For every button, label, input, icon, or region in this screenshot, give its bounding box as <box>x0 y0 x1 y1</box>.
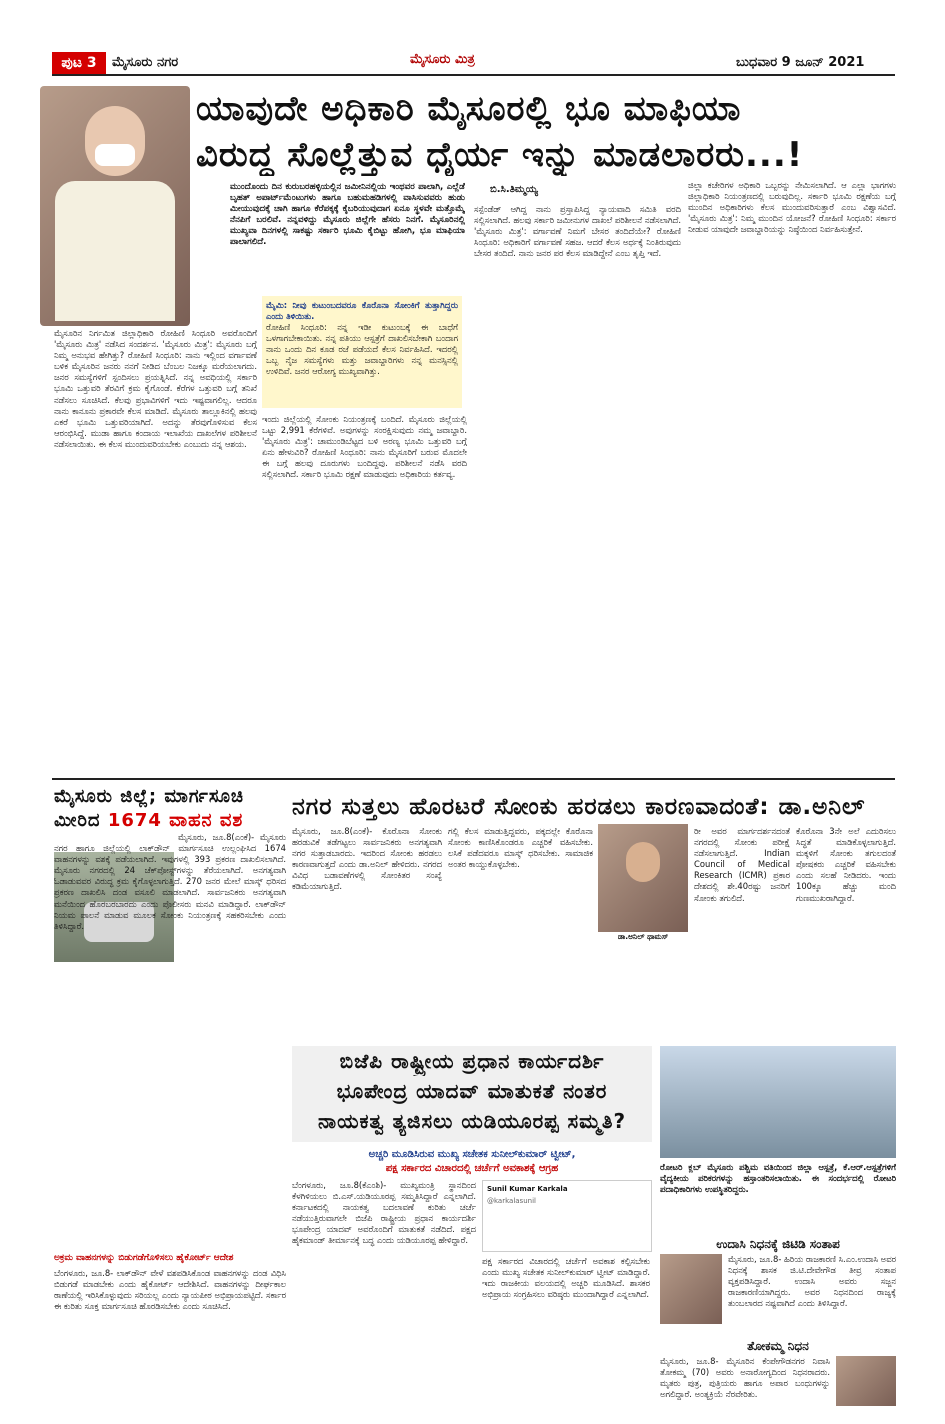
story7-body: ಮೈಸೂರು, ಜೂ.8- ಮೈಸೂರಿನ ಕೆಂಪೇಗೌಡನಗರ ನಿವಾಸಿ ತೋಕಮ್ಮ (70) ಅವರು ಅನಾರೋಗ್ಯದಿಂದ ನಿಧನರಾದರು. ಮೃತರು ಪುತ್ರ, ಪುತ್ರಿಯರು ಹಾಗೂ ಅಪಾರ ಬಂಧುಗಳನ್ನು ಅಗಲಿದ್ದಾರೆ. ಅಂತ್ಯಕ್ರಿಯೆ ನೆರವೇರಿತು. <box>660 1356 830 1400</box>
story6-body: ಮೈಸೂರು, ಜೂ.8- ಹಿರಿಯ ರಾಜಕಾರಣಿ ಸಿ.ಎಂ.ಉದಾಸಿ ಅವರ ನಿಧನಕ್ಕೆ ಶಾಸಕ ಜಿ.ಟಿ.ದೇವೇಗೌಡ ತೀವ್ರ ಸಂತಾಪ ವ್ಯಕ್ತಪಡಿಸಿದ್ದಾರೆ. ಉದಾಸಿ ಅವರು ಸಜ್ಜನ ರಾಜಕಾರಣಿಯಾಗಿದ್ದರು. ಅವರ ನಿಧನದಿಂದ ರಾಜ್ಯಕ್ಕೆ ತುಂಬಲಾರದ ನಷ್ಟವಾಗಿದೆ ಎಂದು ತಿಳಿಸಿದ್ದಾರೆ. <box>728 1254 896 1309</box>
story4-tweet-card <box>482 1180 652 1252</box>
story4-sub-line2: ಪಕ್ಷ ಸರ್ಕಾರದ ವಿಚಾರದಲ್ಲಿ ಚರ್ಚೆಗೆ ಅವಕಾಶಕ್ಕೆ ಆಗ್ರಹ <box>385 1163 559 1174</box>
lead-column-1: ಮೈಸೂರಿನ ನಿರ್ಗಮಿತ ಜಿಲ್ಲಾಧಿಕಾರಿ ರೋಹಿಣಿ ಸಿಂಧೂರಿ ಅವರೊಂದಿಗೆ 'ಮೈಸೂರು ಮಿತ್ರ' ನಡೆಸಿದ ಸಂದರ್ಶನ. 'ಮೈಸೂರು ಮಿತ್ರ': ಮೈಸೂರು ಬಗ್ಗೆ ನಿಮ್ಮ ಅನುಭವ ಹೇಗಿತ್ತು? ರೋಹಿಣಿ ಸಿಂಧೂರಿ: ನಾನು ಇಲ್ಲಿಂದ ವರ್ಗಾವಣೆ ಬಳಿಕ ಮೈಸೂರಿನ ಜನರು ನನಗೆ ನೀಡಿದ ಬೆಂಬಲ ನಿಜಕ್ಕೂ ಮರೆಯಲಾಗದು. ಜನರ ಸಮಸ್ಯೆಗಳಿಗೆ ಸ್ಪಂದಿಸಲು ಪ್ರಯತ್ನಿಸಿದೆ. ನನ್ನ ಅವಧಿಯಲ್ಲಿ ಸರ್ಕಾರಿ ಭೂಮಿ ಒತ್ತುವರಿ ತೆರವಿಗೆ ಕ್ರಮ ಕೈಗೊಂಡೆ. ಕೆರೆಗಳ ಒತ್ತುವರಿ ಬಗ್ಗೆ ತನಿಖೆ ನಡೆಸಲು ಸೂಚಿಸಿದೆ. ಕೆಲವು ಪ್ರಭಾವಿಗಳಿಗೆ ಇದು ಇಷ್ಟವಾಗಲಿಲ್ಲ. ಆದರೂ ನಾನು ಕಾನೂನು ಪ್ರಕಾರವೇ ಕೆಲಸ ಮಾಡಿದೆ. ಮೈಸೂರು ತಾಲ್ಲೂಕಿನಲ್ಲಿ ಹಲವು ಎಕರೆ ಭೂಮಿ ಒತ್ತುವರಿಯಾಗಿದೆ. ಅದನ್ನು ತೆರವುಗೊಳಿಸುವ ಕೆಲಸ ಆರಂಭಿಸಿದ್ದೆ. ಮುಡಾ ಹಾಗೂ ಕಂದಾಯ ಇಲಾಖೆಯ ದಾಖಲೆಗಳ ಪರಿಶೀಲನೆ ನಡೆಸಲಾಯಿತು. ಈ ಕೆಲಸ ಮುಂದುವರಿಯಬೇಕು ಎಂಬುದು ನನ್ನ ಆಶಯ. <box>54 328 257 449</box>
story4-headline-line3: ನಾಯಕತ್ವ ತ್ಯಜಿಸಲು ಯಡಿಯೂರಪ್ಪ ಸಮ್ಮತಿ? <box>317 1109 627 1133</box>
story3-photo-caption: ಡಾ.ಅನಿಲ್ ಥಾಮಸ್ <box>617 932 669 941</box>
lead-byline: ಬಿ.ಸಿ.ತಿಮ್ಮಯ್ಯ <box>490 184 538 195</box>
story6-headline: ಉದಾಸಿ ನಿಧನಕ್ಕೆ ಜಿಟಿಡಿ ಸಂತಾಪ <box>716 1237 840 1251</box>
story4-headline-line1: ಬಿಜೆಪಿ ರಾಷ್ಟ್ರೀಯ ಪ್ರಧಾನ ಕಾರ್ಯದರ್ಶಿ <box>339 1049 605 1073</box>
story2-headline-line2-text: ಮೀರಿದ <box>54 810 101 831</box>
story2-body: ಮೈಸೂರು, ಜೂ.8(ಎಂಕೆ)- ಮೈಸೂರು ನಗರ ಹಾಗೂ ಜಿಲ್ಲೆಯಲ್ಲಿ ಲಾಕ್‌ಡೌನ್ ಮಾರ್ಗಸೂಚಿ ಉಲ್ಲಂಘಿಸಿದ 1674 ವಾಹನಗಳನ್ನು ವಶಕ್ಕೆ ಪಡೆಯಲಾಗಿದೆ. ಇವುಗಳಲ್ಲಿ 393 ಪ್ರಕರಣ ದಾಖಲಿಸಲಾಗಿದೆ. ಮೈಸೂರು ನಗರದಲ್ಲಿ 24 ಚೆಕ್‌ಪೋಸ್ಟ್‌ಗಳನ್ನು ತೆರೆಯಲಾಗಿದೆ. ಅನಗತ್ಯವಾಗಿ ಓಡಾಡುವವರ ವಿರುದ್ಧ ಕ್ರಮ ಕೈಗೊಳ್ಳಲಾಗುತ್ತಿದೆ. 270 ಜನರ ಮೇಲೆ ಮಾಸ್ಕ್ ಧರಿಸದ ಪ್ರಕರಣ ದಾಖಲಿಸಿ ದಂಡ ವಸೂಲಿ ಮಾಡಲಾಗಿದೆ. ಸಾರ್ವಜನಿಕರು ಅನಗತ್ಯವಾಗಿ ಮನೆಯಿಂದ ಹೊರಬರಬಾರದು ಎಂದು ಪೊಲೀಸರು ಮನವಿ ಮಾಡಿದ್ದಾರೆ. ಲಾಕ್‌ಡೌನ್ ನಿಯಮ ಪಾಲನೆ ಮಾಡುವ ಮೂಲಕ ಸೋಂಕು ನಿಯಂತ್ರಣಕ್ಕೆ ಸಹಕರಿಸಬೇಕು ಎಂದು ತಿಳಿಸಿದ್ದಾರೆ. <box>54 832 286 931</box>
lead-headline-line1: ಯಾವುದೇ ಅಧಿಕಾರಿ ಮೈಸೂರಲ್ಲಿ ಭೂ ಮಾಫಿಯಾ <box>196 89 742 129</box>
tweet-name: Sunil Kumar Karkala <box>487 1185 568 1193</box>
story4-headline-line2: ಭೂಪೇಂದ್ರ ಯಾದವ್ ಮಾತುಕತೆ ನಂತರ <box>336 1079 608 1103</box>
section-rule <box>52 778 895 780</box>
story2-subhead: ಅಕ್ರಮ ವಾಹನಗಳನ್ನು ಬಿಡುಗಡೆಗೊಳಿಸಲು ಹೈಕೋರ್ಟ್ ಆದೇಶ <box>54 1253 234 1263</box>
story7-photo <box>836 1356 896 1406</box>
lead-headline-line2: ವಿರುದ್ಧ ಸೊಲ್ಲೆತ್ತುವ ಧೈರ್ಯ ಇನ್ನು ಮಾಡಲಾರರು...! <box>196 135 804 175</box>
lead-column-2: ಇಂದು ಜಿಲ್ಲೆಯಲ್ಲಿ ಸೋಂಕು ನಿಯಂತ್ರಣಕ್ಕೆ ಬಂದಿದೆ. ಮೈಸೂರು ಜಿಲ್ಲೆಯಲ್ಲಿ ಒಟ್ಟು 2,991 ಕೆರೆಗಳಿವೆ. ಅವುಗಳನ್ನು ಸಂರಕ್ಷಿಸುವುದು ನಮ್ಮ ಜವಾಬ್ದಾರಿ. 'ಮೈಸೂರು ಮಿತ್ರ': ಚಾಮುಂಡಿಬೆಟ್ಟದ ಬಳಿ ಅರಣ್ಯ ಭೂಮಿ ಒತ್ತುವರಿ ಬಗ್ಗೆ ಏನು ಹೇಳುವಿರಿ? ರೋಹಿಣಿ ಸಿಂಧೂರಿ: ನಾನು ಮೈಸೂರಿಗೆ ಬರುವ ಮೊದಲೇ ಈ ಬಗ್ಗೆ ಹಲವು ದೂರುಗಳು ಬಂದಿದ್ದವು. ಪರಿಶೀಲನೆ ನಡೆಸಿ ವರದಿ ಸಲ್ಲಿಸಲಾಗಿದೆ. ಸರ್ಕಾರಿ ಭೂಮಿ ರಕ್ಷಣೆ ಮಾಡುವುದು ಅಧಿಕಾರಿಯ ಕರ್ತವ್ಯ. <box>262 414 467 480</box>
story3-column-4: ಕೊರೊನಾ 3ನೇ ಅಲೆ ಎದುರಿಸಲು ಸಿದ್ಧತೆ ಮಾಡಿಕೊಳ್ಳಲಾಗುತ್ತಿದೆ. ಮಕ್ಕಳಿಗೆ ಸೋಂಕು ತಗುಲದಂತೆ ಪೋಷಕರು ಎಚ್ಚರಿಕೆ ವಹಿಸಬೇಕು ಎಂದು ಸಲಹೆ ನೀಡಿದರು. ಇಂದು 100ಕ್ಕೂ ಹೆಚ್ಚು ಮಂದಿ ಗುಣಮುಖರಾಗಿದ್ದಾರೆ. <box>796 826 896 903</box>
story3-headline: ನಗರ ಸುತ್ತಲು ಹೊರಟರೆ ಸೋಂಕು ಹರಡಲು ಕಾರಣವಾದಂತೆ: ಡಾ.ಅನಿಲ್ <box>292 794 866 820</box>
saree-shape <box>55 181 175 321</box>
story5-photo <box>660 1046 896 1158</box>
mask-shape <box>95 144 135 166</box>
page-number-badge: ಪುಟ 3 <box>52 52 106 74</box>
story6-photo <box>660 1254 722 1324</box>
lead-box-question: ಮೈಮಿ: ನೀವು ಕುಟುಂಬದವರೂ ಕೊರೊನಾ ಸೋಂಕಿಗೆ ತುತ್ತಾಗಿದ್ದರು ಎಂದು ತಿಳಿಯಿತು. <box>266 300 458 322</box>
story3-photo <box>598 824 688 932</box>
story4-sub-line1: ಅಚ್ಚರಿ ಮೂಡಿಸಿರುವ ಮುಖ್ಯ ಸಚೇತಕ ಸುನೀಲ್‌ಕುಮಾರ್ ಟ್ವೀಟ್, <box>368 1149 576 1160</box>
story3-column-2: ಗಲ್ಲಿ ಕೆಲಸ ಮಾಡುತ್ತಿದ್ದವರು, ಪಕ್ಕದಲ್ಲೇ ಕೊರೊನಾ ಸೋಂಕು ಕಾಣಿಸಿಕೊಂಡರೂ ಎಚ್ಚರಿಕೆ ವಹಿಸಬೇಕು. ಲಸಿಕೆ ಪಡೆದವರೂ ಮಾಸ್ಕ್ ಧರಿಸಬೇಕು. ಸಾಮಾಜಿಕ ಅಂತರ ಕಾಯ್ದುಕೊಳ್ಳಬೇಕು. <box>448 826 593 870</box>
face-shape-2 <box>626 842 660 882</box>
lead-box-answer: ರೋಹಿಣಿ ಸಿಂಧೂರಿ: ನನ್ನ ಇಡೀ ಕುಟುಂಬಕ್ಕೆ ಈ ಬಾಧೆಗೆ ಒಳಗಾಗಬೇಕಾಯಿತು. ನನ್ನ ಪತಿಯು ಆಸ್ಪತ್ರೆಗೆ ದಾಖಲಿಸಬೇಕಾಗಿ ಬಂದಾಗ ನಾನು ಒಂದು ದಿನ ಕೂಡ ರಜೆ ಪಡೆಯದೆ ಕೆಲಸ ನಿರ್ವಹಿಸಿದೆ. ಇದರಲ್ಲಿ ಒಬ್ಬ ನೈಜ ಸಮಸ್ಯೆಗಳು ಮತ್ತು ಜವಾಬ್ದಾರಿಗಳು ನನ್ನ ಮನಸ್ಸಿನಲ್ಲಿ ಉಳಿದಿವೆ. ಜನರ ಆರೋಗ್ಯ ಮುಖ್ಯವಾಗಿತ್ತು. <box>266 322 458 377</box>
story3-column-3: ರೀ ಅವರ ಮಾರ್ಗದರ್ಶನದಂತೆ ನಗರದಲ್ಲಿ ಸೋಂಕು ಪರೀಕ್ಷೆ ನಡೆಸಲಾಗುತ್ತಿದೆ. Indian Council of Medical Research (ICMR) ಪ್ರಕಾರ ದೇಶದಲ್ಲಿ ಶೇ.40ರಷ್ಟು ಜನರಿಗೆ ಸೋಂಕು ತಗುಲಿದೆ. <box>694 826 790 903</box>
lead-qa-box <box>262 296 462 408</box>
masthead: ಮೈಸೂರು ಮಿತ್ರ <box>410 52 475 67</box>
story4-column-1: ಬೆಂಗಳೂರು, ಜೂ.8(ಕೆಎಂಶಿ)- ಮುಖ್ಯಮಂತ್ರಿ ಸ್ಥಾನದಿಂದ ಕೆಳಗಿಳಿಯಲು ಬಿ.ಎಸ್.ಯಡಿಯೂರಪ್ಪ ಸಮ್ಮತಿಸಿದ್ದಾರೆ ಎನ್ನಲಾಗಿದೆ. ಕರ್ನಾಟಕದಲ್ಲಿ ನಾಯಕತ್ವ ಬದಲಾವಣೆ ಕುರಿತು ಚರ್ಚೆ ನಡೆಯುತ್ತಿರುವಾಗಲೇ ಬಿಜೆಪಿ ರಾಷ್ಟ್ರೀಯ ಪ್ರಧಾನ ಕಾರ್ಯದರ್ಶಿ ಭೂಪೇಂದ್ರ ಯಾದವ್ ಅವರೊಂದಿಗೆ ಮಾತುಕತೆ ನಡೆದಿದೆ. ಪಕ್ಷದ ಹೈಕಮಾಂಡ್ ತೀರ್ಮಾನಕ್ಕೆ ಬದ್ಧ ಎಂದು ಯಡಿಯೂರಪ್ಪ ಹೇಳಿದ್ದಾರೆ. <box>292 1180 476 1246</box>
lead-column-3: ಸಸ್ಪೆಂಡೆಡ್‌ ಆಗಿದ್ದ ನಾನು ಪ್ರಸ್ತಾಪಿಸಿದ್ದ ನ್ಯಾಯವಾದಿ ಸಮಿತಿ ವರದಿ ಸಲ್ಲಿಸಲಾಗಿದೆ. ಹಲವು ಸರ್ಕಾರಿ ಜಮೀನುಗಳ ದಾಖಲೆ ಪರಿಶೀಲನೆ ನಡೆಸಲಾಗಿದೆ. 'ಮೈಸೂರು ಮಿತ್ರ': ವರ್ಗಾವಣೆ ನಿಮಗೆ ಬೇಸರ ತಂದಿದೆಯೇ? ರೋಹಿಣಿ ಸಿಂಧೂರಿ: ಅಧಿಕಾರಿಗೆ ವರ್ಗಾವಣೆ ಸಹಜ. ಆದರೆ ಕೆಲಸ ಅರ್ಧಕ್ಕೆ ನಿಂತಿರುವುದು ಬೇಸರ ತಂದಿದೆ. ನಾನು ಜನರ ಪರ ಕೆಲಸ ಮಾಡಿದ್ದೇನೆ ಎಂಬ ತೃಪ್ತಿ ಇದೆ. <box>474 204 681 259</box>
story2-headline-count: 1674 ವಾಹನ ವಶ <box>107 810 244 831</box>
dateline: ಬುಧವಾರ 9 ಜೂನ್ 2021 <box>736 55 865 70</box>
story2-body2: ಬೆಂಗಳೂರು, ಜೂ.8- ಲಾಕ್‌ಡೌನ್ ವೇಳೆ ವಶಪಡಿಸಿಕೊಂಡ ವಾಹನಗಳನ್ನು ದಂಡ ವಿಧಿಸಿ ಬಿಡುಗಡೆ ಮಾಡಬೇಕು ಎಂದು ಹೈಕೋರ್ಟ್ ಆದೇಶಿಸಿದೆ. ವಾಹನಗಳನ್ನು ದೀರ್ಘಕಾಲ ಠಾಣೆಯಲ್ಲಿ ಇರಿಸಿಕೊಳ್ಳುವುದು ಸರಿಯಲ್ಲ ಎಂದು ನ್ಯಾಯಪೀಠ ಅಭಿಪ್ರಾಯಪಟ್ಟಿದೆ. ಸರ್ಕಾರ ಈ ಕುರಿತು ಸೂಕ್ತ ಮಾರ್ಗಸೂಚಿ ಹೊರಡಿಸಬೇಕು ಎಂದು ಸೂಚಿಸಿದೆ. <box>54 1268 286 1312</box>
story7-headline: ತೋಕಮ್ಮ ನಿಧನ <box>747 1339 809 1353</box>
story4-column-2: ಪಕ್ಷ ಸರ್ಕಾರದ ವಿಚಾರದಲ್ಲಿ ಚರ್ಚೆಗೆ ಅವಕಾಶ ಕಲ್ಪಿಸಬೇಕು ಎಂದು ಮುಖ್ಯ ಸಚೇತಕ ಸುನೀಲ್‌ಕುಮಾರ್ ಟ್ವೀಟ್ ಮಾಡಿದ್ದಾರೆ. ಇದು ರಾಜಕೀಯ ವಲಯದಲ್ಲಿ ಅಚ್ಚರಿ ಮೂಡಿಸಿದೆ. ಶಾಸಕರ ಅಭಿಪ್ರಾಯ ಸಂಗ್ರಹಿಸಲು ವರಿಷ್ಠರು ಮುಂದಾಗಿದ್ದಾರೆ ಎನ್ನಲಾಗಿದೆ. <box>482 1256 650 1300</box>
lead-photo <box>40 86 190 326</box>
tweet-handle: @karkalasunil <box>487 1197 536 1205</box>
story3-column-1: ಮೈಸೂರು, ಜೂ.8(ಎಂಕೆ)- ಕೊರೊನಾ ಸೋಂಕು ಹರಡುವಿಕೆ ತಡೆಗಟ್ಟಲು ಸಾರ್ವಜನಿಕರು ಅನಗತ್ಯವಾಗಿ ನಗರ ಸುತ್ತಾಡಬಾರದು. ಇದರಿಂದ ಸೋಂಕು ಹರಡಲು ಕಾರಣವಾಗುತ್ತದೆ ಎಂದು ಡಾ.ಅನಿಲ್ ಹೇಳಿದರು. ನಗರದ ವಿವಿಧ ಬಡಾವಣೆಗಳಲ್ಲಿ ಸೋಂಕಿತರ ಸಂಖ್ಯೆ ಕಡಿಮೆಯಾಗುತ್ತಿದೆ. <box>292 826 442 892</box>
lead-pull-quote: ಮುಂದೊಂದು ದಿನ ಕುರುಬರಹಳ್ಳಿಯಲ್ಲಿನ ಜಮೀನಿನಲ್ಲಿಯ ಇಂಥವರ ಪಾಲಾಗಿ, ಎಲ್ಲೆಡೆ ಬೃಹತ್ ಅಪಾರ್ಟ್‌ಮೆಂಟುಗಳು ಹಾಗೂ ಬಹುಮಹಡಿಗಳಲ್ಲಿ ವಾಸಿಸುವವರು ಹುಡು ಮೀಯುವುದಕ್ಕೆ ಚಾಗಿ ಹಾಗೂ ಕೆರೆಪಕ್ಕಕ್ಕೆ ಕೈಬರಿಯುವುದಾಗ ಏನೂ ಸ್ಥಳವೇ ಮತ್ತೊಮ್ಮೆ ನೆನಪಿಗೆ ಬರಲಿವೆ. ನನ್ನವಳಿದ್ದು ಮೈಸೂರು ಜಿಲ್ಲೆಗೇ ಹೆಸರು ನಿನಗೆ. ಮೈಸೂರಿನಲ್ಲಿ ಮುಖ್ಯವಾ ದಿನಗಳಲ್ಲಿ ಸಾಕಷ್ಟು ಸರ್ಕಾರಿ ಭೂಮಿ ಕೈಬಿಟ್ಟು ಹೋಗಿ, ಭೂ ಮಾಫಿಯಾ ಪಾಲಾಗಲಿದೆ. <box>230 182 465 248</box>
story2-headline-line1: ಮೈಸೂರು ಜಿಲ್ಲೆ; ಮಾರ್ಗಸೂಚಿ <box>54 786 245 807</box>
story5-caption: ರೋಟರಿ ಕ್ಲಬ್ ಮೈಸೂರು ಪಶ್ಚಿಮ ವತಿಯಿಂದ ಜಿಲ್ಲಾ ಆಸ್ಪತ್ರೆ, ಕೆ.ಆರ್.ಆಸ್ಪತ್ರೆಗಳಿಗೆ ವೈದ್ಯಕೀಯ ಪರಿಕರಗಳನ್ನು ಹಸ್ತಾಂತರಿಸಲಾಯಿತು. ಈ ಸಂದರ್ಭದಲ್ಲಿ ರೋಟರಿ ಪದಾಧಿಕಾರಿಗಳು ಉಪಸ್ಥಿತರಿದ್ದರು. <box>660 1162 896 1195</box>
lead-column-4: ಜಿಲ್ಲಾ ಕಚೇರಿಗಳ ಅಧಿಕಾರಿ ಒಬ್ಬರನ್ನು ನೇಮಿಸಲಾಗಿದೆ. ಆ ಎಲ್ಲಾ ಭಾಗಗಳು ಜಿಲ್ಲಾಧಿಕಾರಿ ನಿಯಂತ್ರಣದಲ್ಲಿ ಬರುವುದಿಲ್ಲ. ಸರ್ಕಾರಿ ಭೂಮಿ ರಕ್ಷಣೆಯ ಬಗ್ಗೆ ಮುಂದಿನ ಅಧಿಕಾರಿಗಳು ಕೆಲಸ ಮುಂದುವರಿಸುತ್ತಾರೆ ಎಂಬ ವಿಶ್ವಾಸವಿದೆ. 'ಮೈಸೂರು ಮಿತ್ರ': ನಿಮ್ಮ ಮುಂದಿನ ಯೋಜನೆ? ರೋಹಿಣಿ ಸಿಂಧೂರಿ: ಸರ್ಕಾರ ನೀಡುವ ಯಾವುದೇ ಜವಾಬ್ದಾರಿಯನ್ನು ನಿಷ್ಠೆಯಿಂದ ನಿರ್ವಹಿಸುತ್ತೇನೆ. <box>688 180 896 235</box>
section-name: ಮೈಸೂರು ನಗರ <box>112 55 179 70</box>
story4-headline-box <box>292 1046 652 1142</box>
story2-headline-line2 <box>54 810 286 832</box>
